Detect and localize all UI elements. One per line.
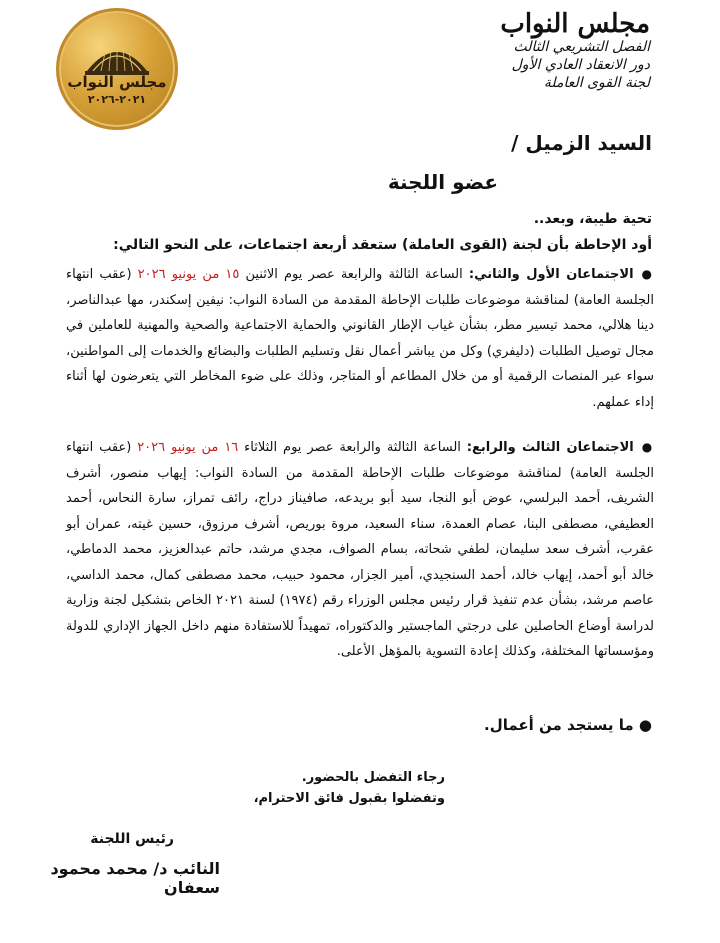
- letterhead-committee: لجنة القوى العاملة: [543, 75, 650, 91]
- bullet-icon: ●: [641, 267, 654, 281]
- attendance-request: رجاء التفضل بالحضور.: [301, 770, 445, 785]
- meeting-1-time: الساعة الثالثة والرابعة عصر يوم الاثنين: [239, 267, 469, 282]
- meeting-1-paragraph: [66, 262, 654, 415]
- seal-name: مجلس النواب: [67, 73, 167, 91]
- letterhead-title: مجلس النواب: [500, 9, 650, 39]
- chair-name: النائب د/ محمد محمود سعفان: [50, 859, 220, 897]
- intro-line: أود الإحاطة بأن لجنة (القوى العاملة) ستعقد أربعة اجتماعات، على النحو التالي:: [113, 237, 652, 253]
- parliament-seal: [56, 8, 178, 130]
- letterhead-session: دور الانعقاد العادي الأول: [511, 57, 650, 73]
- greeting: تحية طيبة، وبعد..: [533, 211, 652, 227]
- chair-title: رئيس اللجنة: [90, 831, 174, 847]
- letterhead: [480, 10, 650, 92]
- member-title: عضو اللجنة: [387, 170, 498, 194]
- letterhead-term: الفصل التشريعي الثالث: [513, 39, 650, 55]
- bullet-icon: ●: [641, 440, 654, 454]
- addressee: السيد الزميل /: [511, 131, 652, 155]
- other-business: ● ما يستجد من أعمال.: [484, 716, 652, 734]
- meeting-2-date: ١٦ من يونيو ٢٠٢٦: [137, 440, 239, 455]
- meeting-1-date: ١٥ من يونيو ٢٠٢٦: [137, 267, 240, 282]
- seal-years: ٢٠٢١-٢٠٢٦: [87, 93, 147, 106]
- meeting-1-heading: الاجتماعان الأول والثاني:: [468, 267, 634, 282]
- parliament-dome-icon: [81, 31, 153, 77]
- closing-regards: وتفضلوا بقبول فائق الاحترام،: [253, 791, 445, 806]
- meeting-1-text: (عقب انتهاء الجلسة العامة) لمناقشة موضوعات طلبات الإحاطة المقدمة من السادة النواب: نيفين إسكندر، مها عبدالناصر، دينا هلالي، محمد تيسير مطر، بشأن غياب الإطار القانوني والحماية الاجتماعية والصحية والمهنية للعاملين في مجال توصيل الطلبات (دليفري) وكل من يباشر أعمال نقل وتسليم الطلبات والبضائع والخدمات إلى المواطنين، سواء عبر المنصات الرقمية أو من خلال المطاعم أو المتاجر، وذلك على ضوء المخاطر التي يتعرضون لها أثناء إداء عملهم.: [66, 267, 654, 410]
- meeting-2-heading: الاجتماعان الثالث والرابع:: [466, 440, 634, 455]
- meeting-2-time: الساعة الثالثة والرابعة عصر يوم الثلاثاء: [238, 440, 467, 455]
- meeting-2-paragraph: [66, 435, 654, 665]
- meeting-2-text: (عقب انتهاء الجلسة العامة) لمناقشة موضوعات طلبات الإحاطة المقدمة من السادة النواب: إيهاب منصور، أشرف الشريف، أحمد البرلسي، عوض أبو النجا، سيد أبو بريدعه، صافيناز دراج، رائف تمراز، سارة النحاس، أحمد العطيفي، مصطفى البنا، عصام العمدة، سناء السعيد، مروة بوريص، أشرف مرزوق، حسين غيته، عمران أبو عقرب، أشرف سعد سليمان، لطفي شحاته، بسام الصواف، مجدي مرشد، حاتم عبدالعزيز، محمد الدماطي، خالد أبو أحمد، إيهاب خالد، أحمد السنجيدي، أمير الجزار، محمود حبيب، محمد مصطفى كمال، محمد الداسي، عاصم مرشد، بشأن عدم تنفيذ قرار رئيس مجلس الوزراء رقم (١٩٧٤) لسنة ٢٠٢١ الخاص بتشكيل لجنة وزارية لدراسة أوضاع الحاصلين على درجتي الماجستير والدكتوراه، تمهيداً للاستفادة منهم داخل الجهاز الإداري للدولة ومؤسساتها المختلفة، وكذلك إعادة التسوية بالمؤهل الأعلى.: [66, 440, 654, 659]
